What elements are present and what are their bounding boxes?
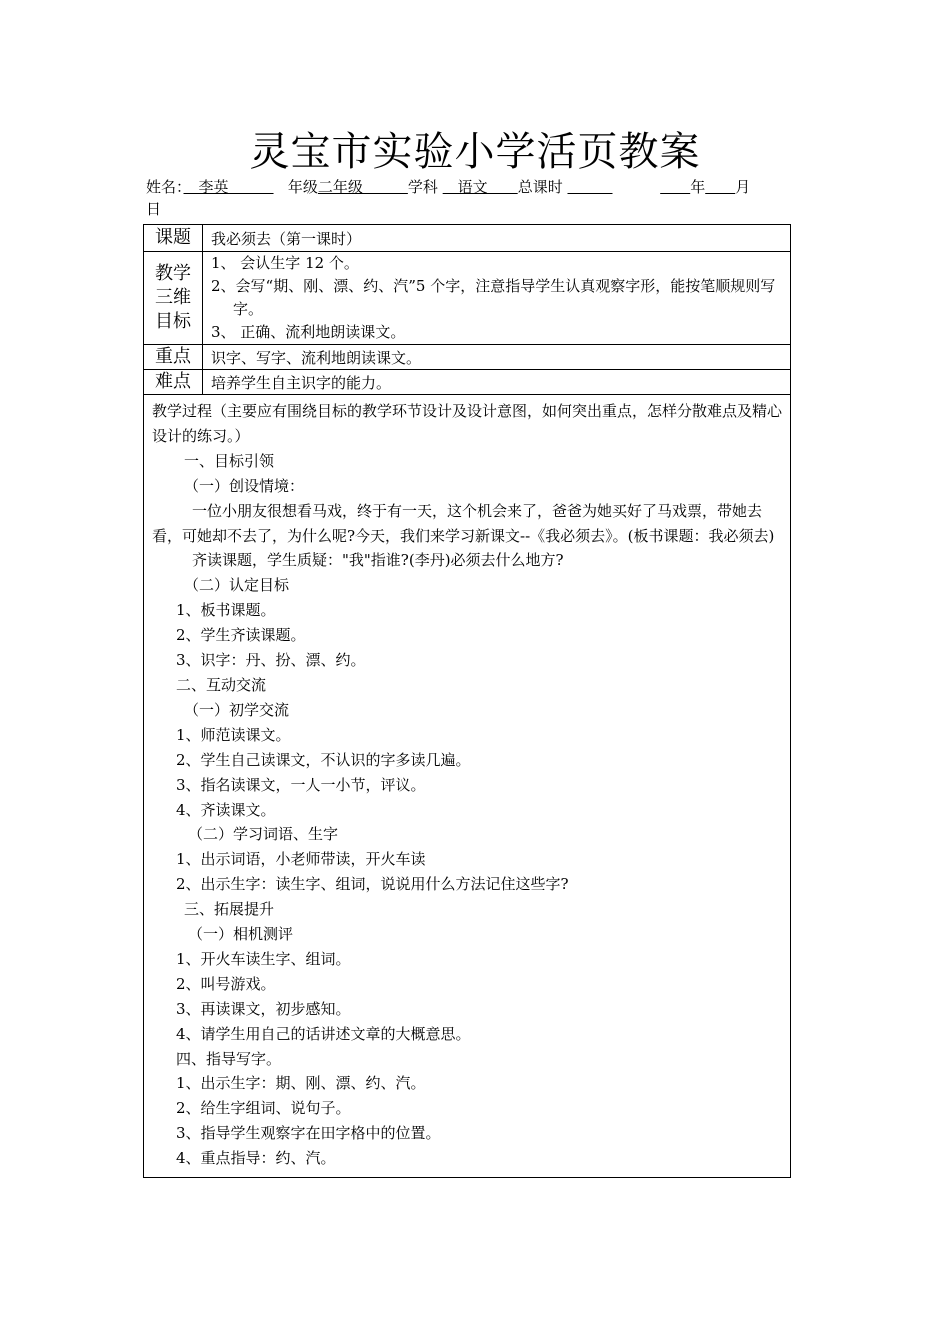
year-blank	[660, 178, 690, 196]
list-item: 4、齐读课文。	[176, 800, 276, 819]
story-paragraph: 一位小朋友很想看马戏，终于有一天，这个机会来了，爸爸为她买好了马戏票，带她去看，可她却不去了，为什么呢?今天，我们来学习新课文--《我必须去》。(板书课题：我必须去)	[152, 501, 775, 545]
list-item: 2、给生字组词、说句子。	[176, 1099, 351, 1118]
question-line: 齐读课题，学生质疑："我"指谁?(李丹)必须去什么地方?	[192, 551, 564, 570]
subsection-heading: （一）创设情境：	[184, 476, 305, 495]
subject-value: 语文	[442, 178, 518, 196]
goal-item: 3、 正确、流利地朗读课文。	[211, 323, 406, 341]
list-item: 3、识字：丹、扮、漂、约。	[176, 651, 366, 670]
day-label: 日	[146, 200, 162, 218]
topic-value: 我必须去（第一课时）	[203, 225, 791, 252]
list-item: 2、出示生字：读生字、组词，说说用什么方法记住这些字?	[176, 875, 569, 894]
list-item: 4、请学生用自己的话讲述文章的大概意思。	[176, 1024, 471, 1043]
goals-list	[203, 252, 791, 345]
grade-value: 二年级	[317, 178, 408, 196]
name-value: 李英	[183, 178, 274, 196]
goal-item: 2、会写“期、刚、漂、约、汽”5 个字，注意指导学生认真观察字形，能按笔顺规则写字。	[211, 277, 776, 318]
list-item: 3、再读课文，初步感知。	[176, 999, 351, 1018]
key-point-value: 识字、写字、流利地朗读课文。	[203, 345, 791, 370]
subject-label: 学科	[407, 178, 438, 196]
list-item: 1、开火车读生字、组词。	[176, 949, 351, 968]
month-label: 月	[735, 178, 751, 196]
goal-item: 1、 会认生字 12 个。	[211, 254, 359, 272]
lesson-plan-table	[143, 224, 791, 1178]
subsection-heading: （一）相机测评	[188, 925, 294, 944]
page-title: 灵宝市实验小学活页教案	[249, 129, 701, 175]
list-item: 1、出示生字：期、刚、漂、约、汽。	[176, 1074, 426, 1093]
list-item: 3、指名读课文，一人一小节，评议。	[176, 775, 426, 794]
section-heading: 三、拓展提升	[184, 900, 275, 919]
teacher-info-line	[146, 176, 812, 220]
key-point-label: 重点	[144, 345, 203, 370]
difficulty-row	[144, 370, 791, 395]
list-item: 1、出示词语，小老师带读，开火车读	[176, 850, 426, 869]
month-blank	[705, 178, 735, 196]
list-item: 2、学生自己读课文，不认识的字多读几遍。	[176, 750, 471, 769]
subsection-heading: （一）初学交流	[184, 700, 290, 719]
process-row	[144, 395, 791, 1178]
teaching-process	[144, 395, 791, 1178]
subsection-heading: （二）学习词语、生字	[188, 825, 339, 844]
topic-label: 课题	[144, 225, 203, 252]
goals-row	[144, 252, 791, 345]
list-item: 3、指导学生观察字在田字格中的位置。	[176, 1124, 441, 1143]
list-item: 1、板书课题。	[176, 601, 276, 620]
section-heading: 一、目标引领	[184, 451, 275, 470]
section-heading: 四、指导写字。	[176, 1049, 282, 1068]
difficulty-label: 难点	[144, 370, 203, 395]
subsection-heading: （二）认定目标	[184, 576, 290, 595]
list-item: 1、师范读课文。	[176, 725, 291, 744]
grade-label: 年级	[287, 178, 318, 196]
section-heading: 二、互动交流	[176, 675, 267, 694]
goals-label: 教学 三维 目标	[144, 252, 203, 345]
list-item: 2、叫号游戏。	[176, 974, 276, 993]
key-point-row	[144, 345, 791, 370]
list-item: 2、学生齐读课题。	[176, 626, 306, 645]
hours-value	[567, 178, 612, 196]
year-label: 年	[690, 178, 706, 196]
name-label: 姓名：	[146, 178, 184, 196]
list-item: 4、重点指导：约、汽。	[176, 1149, 336, 1168]
process-intro: 教学过程（主要应有围绕目标的教学环节设计及设计意图，如何突出重点，怎样分散难点及精心设计的练习。）	[152, 402, 783, 445]
hours-label: 总课时	[517, 178, 563, 196]
difficulty-value: 培养学生自主识字的能力。	[203, 370, 791, 395]
topic-row	[144, 225, 791, 252]
